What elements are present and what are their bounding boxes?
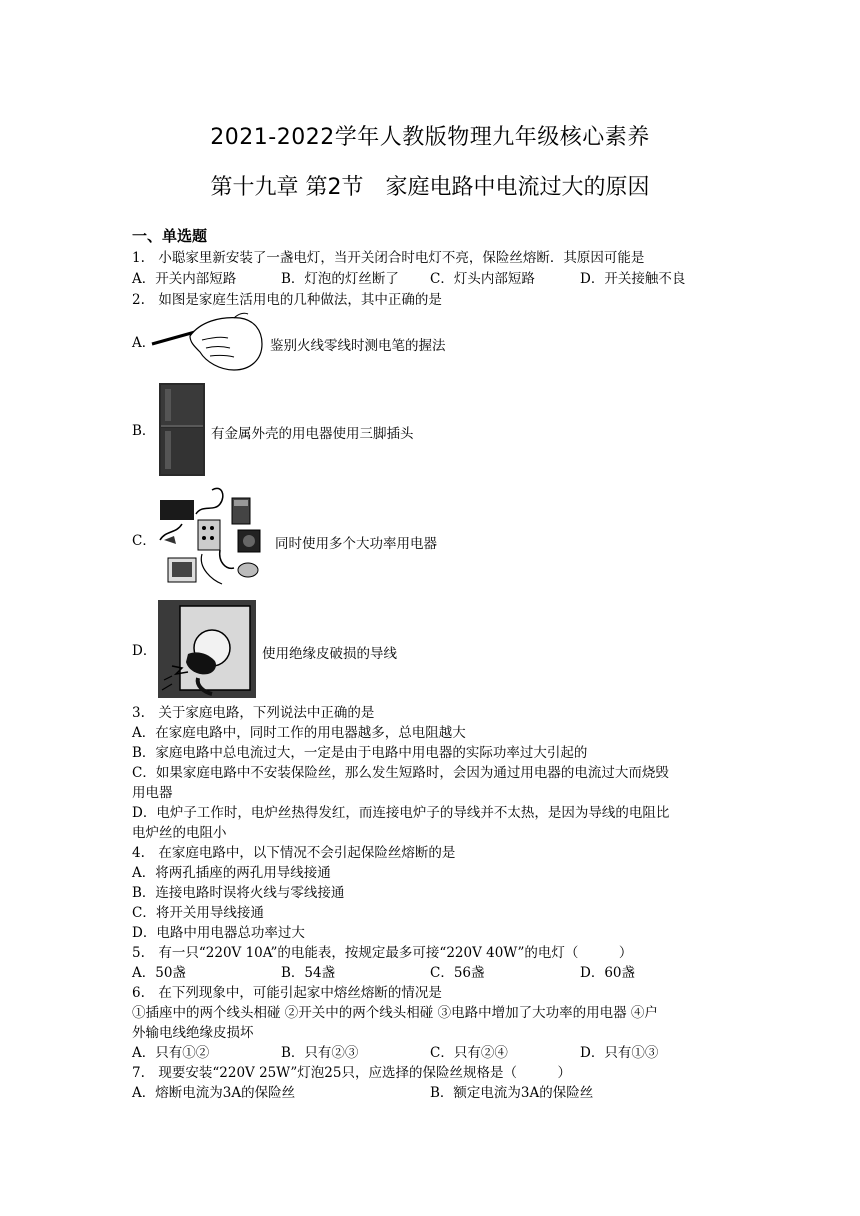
q2-option-a-caption: 鉴别火线零线时测电笔的握法 xyxy=(270,338,446,354)
question-1-stem: 1. 小聪家里新安装了一盏电灯，当开关闭合时电灯不亮，保险丝熔断．其原因可能是 xyxy=(132,250,645,266)
q3-option-a: A．在家庭电路中，同时工作的用电器越多，总电阻越大 xyxy=(132,725,466,741)
section-heading: 一、单选题 xyxy=(132,227,208,245)
question-4-stem: 4. 在家庭电路中，以下情况不会引起保险丝熔断的是 xyxy=(132,845,456,861)
q1-option-d: D．开关接触不良 xyxy=(580,271,686,287)
q3-option-d-line1: D．电炉子工作时，电炉丝热得发红，而连接电炉子的导线并不太热，是因为导线的电阻比 xyxy=(132,805,670,821)
q4-option-c: C．将开关用导线接通 xyxy=(132,905,264,921)
q2-option-c-caption: 同时使用多个大功率用电器 xyxy=(275,536,437,552)
q2-option-a-label: A． xyxy=(132,335,156,351)
q2-option-c-label: C． xyxy=(132,533,156,549)
question-2-stem: 2. 如图是家庭生活用电的几种做法，其中正确的是 xyxy=(132,292,442,308)
q1-option-a: A．开关内部短路 xyxy=(132,271,237,287)
q3-option-d-line2: 电炉丝的电阻小 xyxy=(132,825,227,841)
q3-option-c-line2: 用电器 xyxy=(132,785,173,801)
damaged-wire-outlet-figure xyxy=(158,600,256,698)
q4-option-d: D．电路中用电器总功率过大 xyxy=(132,925,305,941)
q6-statements-line2: 外输电线绝缘皮损坏 xyxy=(132,1025,254,1041)
q6-option-a: A．只有①② xyxy=(132,1045,210,1061)
q3-option-c-line1: C．如果家庭电路中不安装保险丝，那么发生短路时，会因为通过用电器的电流过大而烧毁 xyxy=(132,765,669,781)
refrigerator-figure xyxy=(157,381,207,478)
q5-option-d: D．60盏 xyxy=(580,965,636,981)
q1-option-c: C．灯头内部短路 xyxy=(430,271,535,287)
question-5-stem: 5. 有一只“220V 10A”的电能表，按规定最多可接“220V 40W”的电灯（ ） xyxy=(132,945,633,961)
q1-option-b: B．灯泡的灯丝断了 xyxy=(281,271,399,287)
question-6-stem: 6. 在下列现象中，可能引起家中熔丝熔断的情况是 xyxy=(132,985,442,1001)
q2-option-d-label: D． xyxy=(132,643,157,659)
q6-statements-line1: ①插座中的两个线头相碰 ②开关中的两个线头相碰 ③电路中增加了大功率的用电器 ④户 xyxy=(132,1005,658,1021)
tester-pen-grip-figure xyxy=(150,308,268,374)
q4-option-a: A．将两孔插座的两孔用导线接通 xyxy=(132,865,331,881)
q6-option-d: D．只有①③ xyxy=(580,1045,659,1061)
q5-option-a: A．50盏 xyxy=(132,965,186,981)
q7-option-b: B．额定电流为3A的保险丝 xyxy=(430,1085,594,1101)
document-title: 2021-2022学年人教版物理九年级核心素养 xyxy=(210,125,650,150)
q4-option-b: B．连接电路时误将火线与零线接通 xyxy=(132,885,345,901)
q2-option-b-label: B． xyxy=(132,423,156,439)
q7-option-a: A．熔断电流为3A的保险丝 xyxy=(132,1085,296,1101)
question-3-stem: 3. 关于家庭电路，下列说法中正确的是 xyxy=(132,705,375,721)
q5-option-b: B．54盏 xyxy=(281,965,336,981)
q6-option-c: C．只有②④ xyxy=(430,1045,508,1061)
question-7-stem: 7. 现要安装“220V 25W”灯泡25只，应选择的保险丝规格是（ ） xyxy=(132,1065,571,1081)
q2-option-d-caption: 使用绝缘皮破损的导线 xyxy=(262,646,397,662)
q6-option-b: B．只有②③ xyxy=(281,1045,359,1061)
q5-option-c: C．56盏 xyxy=(430,965,485,981)
q3-option-b: B．家庭电路中总电流过大，一定是由于电路中用电器的实际功率过大引起的 xyxy=(132,745,588,761)
q2-option-b-caption: 有金属外壳的用电器使用三脚插头 xyxy=(211,426,414,442)
multiple-appliances-figure xyxy=(152,484,274,592)
chapter-subtitle: 第十九章 第2节 家庭电路中电流过大的原因 xyxy=(210,175,650,200)
